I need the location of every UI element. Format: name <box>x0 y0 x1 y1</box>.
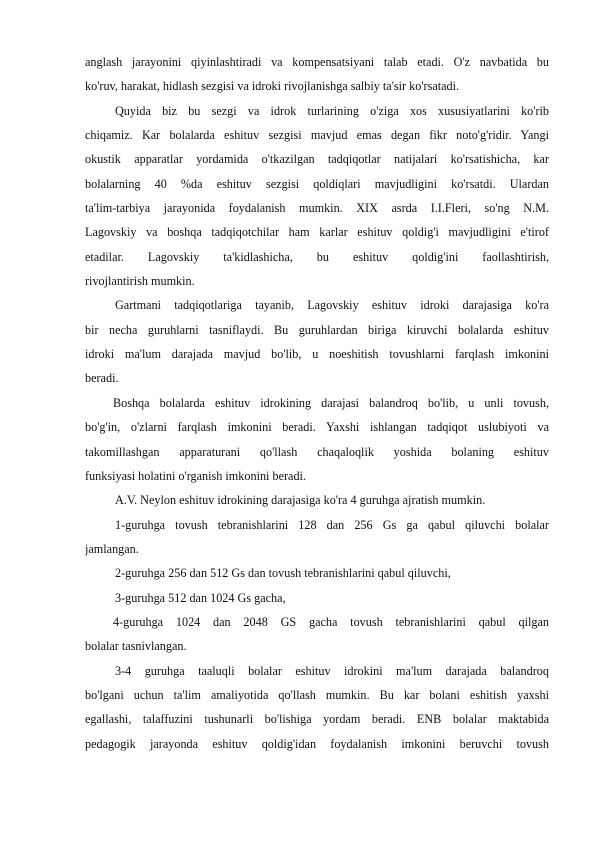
text-line: bir necha guruhlarni tasniflaydi. Bu guruhlardan biriga kiruvchi bolalarda eshituv <box>85 322 549 337</box>
text-line: okustik apparatlar yordamida o'tkazilgan tadqiqotlar natijalari ko'rsatishicha, kar <box>85 152 549 167</box>
paragraph-start: Gartmani tadqiqotlariga tayanib, Lagovskiy eshituv idroki darajasiga ko'ra <box>115 298 549 313</box>
paragraph-start: 2-guruhga 256 dan 512 Gs dan tovush tebranishlarini qabul qiluvchi, <box>115 566 451 581</box>
text-line: ko'ruv, harakat, hidlash sezgisi va idroki rivojlanishga salbiy ta'sir ko'rsatadi. <box>85 79 460 94</box>
text-line: rivojlantirish mumkin. <box>85 274 195 289</box>
text-line: anglash jarayonini qiyinlashtiradi va kompensatsiyani talab etadi. O'z navbatida bu <box>85 55 549 69</box>
text-line: funksiyasi holatini o'rganish imkonini beradi. <box>85 468 306 483</box>
paragraph-start: 3-guruhga 512 dan 1024 Gs gacha, <box>115 590 286 605</box>
paragraph-start: 1-guruhga tovush tebranishlarini 128 dan 256 Gs ga qabul qiluvchi bolalar <box>115 517 549 532</box>
text-line: egallashi, talaffuzini tushunarli bo'lishiga yordam beradi. ENB bolalar maktabida <box>85 712 549 727</box>
text-line: jamlangan. <box>85 541 139 556</box>
text-line: etadilar. Lagovskiy ta'kidlashicha, bu eshituv qoldig'ini faollashtirish, <box>85 249 549 264</box>
text-line: takomillashgan apparaturani qo'llash chaqaloqlik yoshida bolaning eshituv <box>85 444 549 459</box>
document-page <box>85 50 549 756</box>
paragraph-start: Quyida biz bu sezgi va idrok turlarining o'ziga xos xususiyatlarini ko'rib <box>115 103 549 118</box>
text-line: beradi. <box>85 371 119 386</box>
paragraph-start: 3-4 guruhga taaluqli bolalar eshituv idrokini ma'lum darajada balandroq <box>115 663 549 678</box>
paragraph-start: Boshqa bolalarda eshituv idrokining darajasi balandroq bo'lib, u unli tovush, <box>113 395 549 410</box>
text-line: bolalarning 40 %da eshituv sezgisi qoldiqlari mavjudligini ko'rsatdi. Ulardan <box>85 176 549 191</box>
text-line: bo'g'in, o'zlarni farqlash imkonini beradi. Yaxshi ishlangan tadqiqot uslubiyoti va <box>85 420 549 435</box>
text-line: idroki ma'lum darajada mavjud bo'lib, u noeshitish tovushlarni farqlash imkonini <box>85 347 549 362</box>
text-line: pedagogik jarayonda eshituv qoldig'idan foydalanish imkonini beruvchi tovush <box>85 736 549 751</box>
text-line: Lagovskiy va boshqa tadqiqotchilar ham karlar eshituv qoldig'i mavjudligini e'tirof <box>85 225 549 240</box>
text-line: ta'lim-tarbiya jarayonida foydalanish mumkin. XIX asrda I.I.Fleri, so'ng N.M. <box>85 201 549 216</box>
text-line: chiqamiz. Kar bolalarda eshituv sezgisi mavjud emas degan fikr noto'g'ridir. Yangi <box>85 128 549 143</box>
paragraph-start: A.V. Neylon eshituv idrokining darajasiga ko'ra 4 guruhga ajratish mumkin. <box>115 493 486 508</box>
paragraph-start: 4-guruhga 1024 dan 2048 GS gacha tovush tebranishlarini qabul qilgan <box>113 614 549 629</box>
text-line: bo'lgani uchun ta'lim amaliyotida qo'llash mumkin. Bu kar bolani eshitish yaxshi <box>85 687 549 702</box>
text-line: bolalar tasnivlangan. <box>85 639 187 654</box>
